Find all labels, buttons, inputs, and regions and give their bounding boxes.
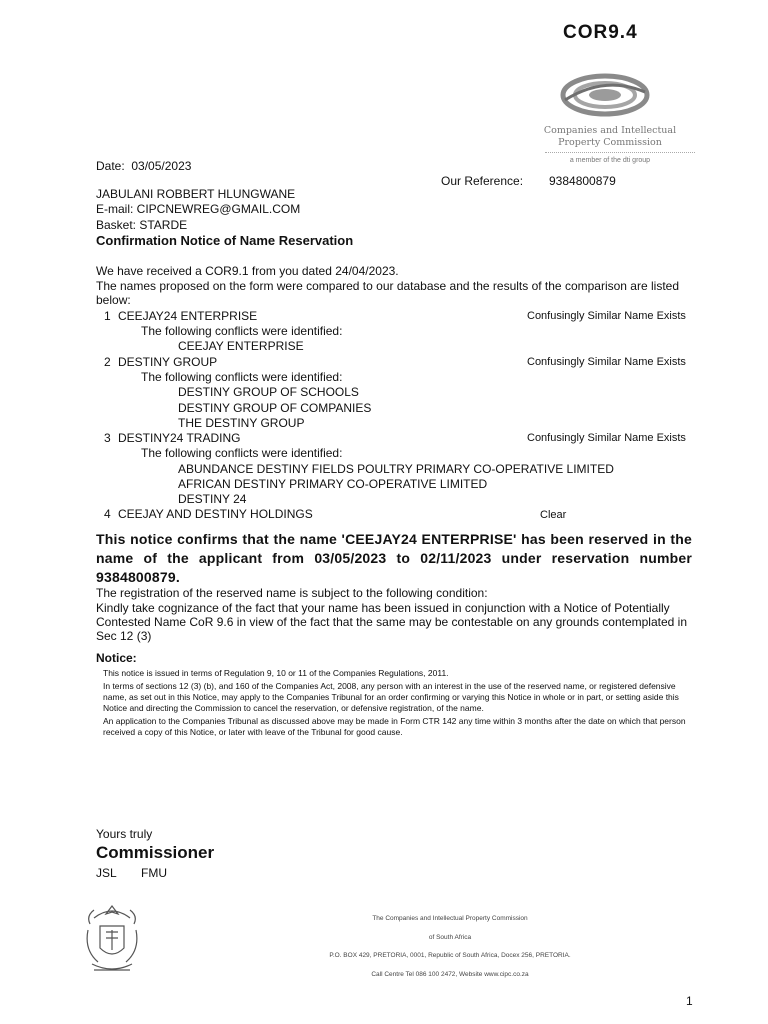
name-4-status: Clear [540,509,567,521]
name-4: CEEJAY AND DESTINY HOLDINGS [118,507,313,521]
name-2-status: Confusingly Similar Name Exists [527,356,686,368]
notice-heading: Notice: [96,651,137,665]
date-label: Date: [96,159,125,173]
date-line [96,159,191,173]
notice-body [103,668,693,740]
name-1-status: Confusingly Similar Name Exists [527,310,686,322]
name-2-conflict-2: DESTINY GROUP OF COMPANIES [178,401,372,415]
condition-intro: The registration of the reserved name is subject to the following condition: [96,586,488,600]
recipient-basket: Basket: STARDE [96,218,188,232]
form-code: COR9.4 [563,22,638,43]
initials-fmu: FMU [141,866,167,880]
name-1-number: 1 [104,309,111,323]
footer-org-line1: The Companies and Intellectual Property Commission [372,915,528,922]
name-4-number: 4 [104,507,111,521]
logo-divider [545,152,695,153]
org-name-line1: Companies and Intellectual [543,125,677,136]
name-3-number: 3 [104,431,111,445]
reference-label: Our Reference: [441,174,524,188]
coat-of-arms-icon [80,900,144,980]
recipient-email: E-mail: CIPCNEWREG@GMAIL.COM [96,202,301,216]
closing: Yours truly [96,827,153,841]
org-name-line2: Property Commission [558,137,662,148]
date-value: 03/05/2023 [131,159,192,173]
name-2-number: 2 [104,355,111,369]
notice-item-3: An application to the Companies Tribunal as discussed above may be made in Form CTR 142 any time within 3 months after the date on which that person received a copy of this Notice, or later with leave of the Tribunal for good cause. [103,716,686,737]
name-3-conflict-3: DESTINY 24 [178,492,247,506]
footer-org-line2: of South Africa [428,934,472,941]
name-2: DESTINY GROUP [118,355,218,369]
condition-text: Kindly take cognizance of the fact that your name has been issued in conjunction with a Notice of Potentially Contested Name CoR 9.6 in view of the fact that the same may be contestable on any grounds contemplated in Sec 12 (3) [96,601,688,643]
name-3-conflict-2: AFRICAN DESTINY PRIMARY CO-OPERATIVE LIMITED [178,477,488,491]
page-number: 1 [686,994,693,1008]
signatory: Commissioner [96,843,215,862]
name-3: DESTINY24 TRADING [118,431,241,445]
name-1: CEEJAY24 ENTERPRISE [118,309,258,323]
cipc-logo-icon [555,70,655,120]
name-2-conflict-1: DESTINY GROUP OF SCHOOLS [178,385,359,399]
name-1-conflicts-label: The following conflicts were identified: [141,324,343,338]
notice-item-1: This notice is issued in terms of Regulation 9, 10 or 11 of the Companies Regulations, 2011. [103,668,449,678]
name-3-conflicts-label: The following conflicts were identified: [141,446,343,460]
notice-item-2: In terms of sections 12 (3) (b), and 160 of the Companies Act, 2008, any person with an interest in the use of the reserved name, or registered defensive name, as set out in this Notice, may apply to the Companies Tribunal for an order confirming or varying this Notice in whole or in part, or setting aside this Notice and directing the Commission to cancel the reservation, or defensive registration, of the name. [103,681,679,713]
reservation-confirmation: This notice confirms that the name 'CEEJAY24 ENTERPRISE' has been reserved in the name of the applicant from 03/05/2023 to 02/11/2023 under reservation number 9384800879. [96,531,692,585]
intro-received: We have received a COR9.1 from you dated 24/04/2023. [96,264,399,278]
reference-value: 9384800879 [549,174,616,188]
org-tagline: a member of the dti group [569,157,651,164]
initials-jsl: JSL [96,866,117,880]
document-title: Confirmation Notice of Name Reservation [96,233,354,248]
name-3-conflict-1: ABUNDANCE DESTINY FIELDS POULTRY PRIMARY CO-OPERATIVE LIMITED [178,462,614,476]
name-2-conflict-3: THE DESTINY GROUP [178,416,305,430]
intro-comparison: The names proposed on the form were compared to our database and the results of the comparison are listed below: [96,279,679,307]
name-3-status: Confusingly Similar Name Exists [527,432,686,444]
recipient-name: JABULANI ROBBERT HLUNGWANE [96,187,296,201]
name-2-conflicts-label: The following conflicts were identified: [141,370,343,384]
footer-contact: Call Centre Tel 086 100 2472, Website www.cipc.co.za [371,971,529,978]
name-1-conflict-1: CEEJAY ENTERPRISE [178,339,304,353]
footer-address: P.O. BOX 429, PRETORIA, 0001, Republic of South Africa, Docex 256, PRETORIA. [329,952,571,959]
